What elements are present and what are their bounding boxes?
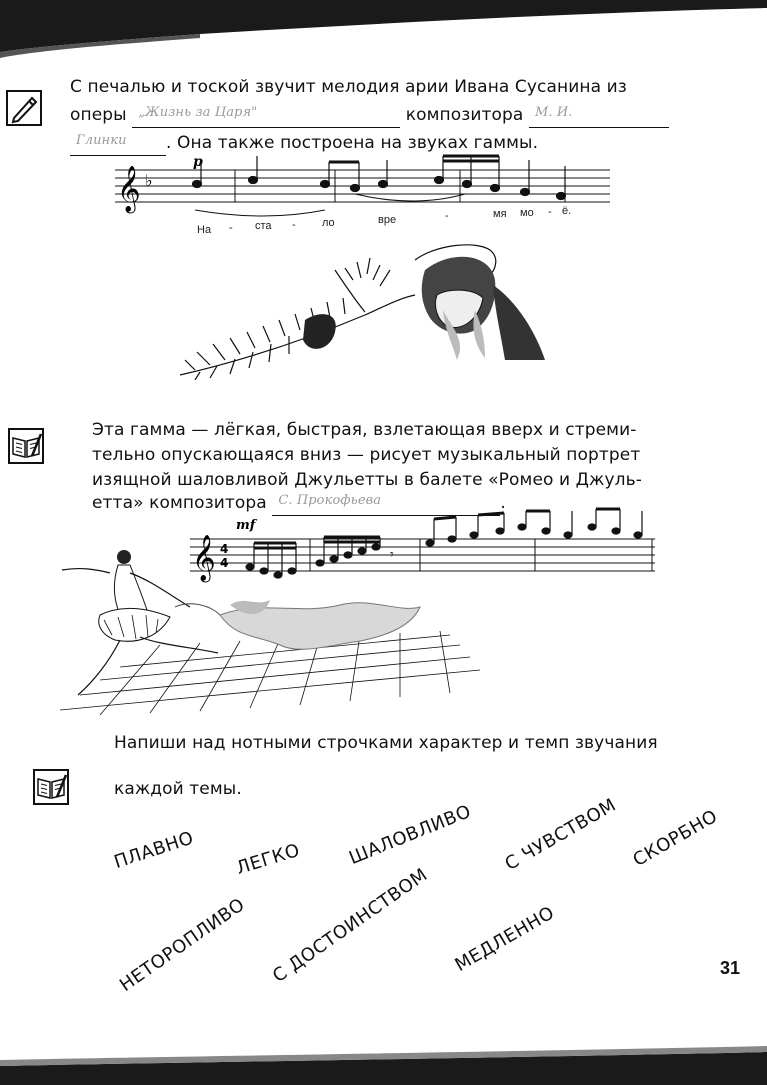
composer-handwriting-3: С. Прокофьева xyxy=(278,493,382,508)
lyric-syllable: мя xyxy=(493,208,507,220)
svg-text:♭: ♭ xyxy=(145,171,153,190)
composer-handwriting-1: М. И. xyxy=(534,105,573,120)
page-number: 31 xyxy=(720,958,741,978)
lyric-syllable: ё. xyxy=(562,205,572,217)
composer-handwriting-2: Глинки xyxy=(76,133,127,148)
lyric-syllable: - xyxy=(548,206,552,218)
word-shalovlivo[interactable]: ШАЛОВЛИВО xyxy=(346,800,475,869)
task1-scale-text: . Она также построена на звуках гаммы. xyxy=(166,133,539,153)
lyric-syllable: - xyxy=(229,222,233,234)
word-legko[interactable]: ЛЕГКО xyxy=(233,839,303,879)
lyric-syllable: На xyxy=(197,224,212,236)
task3-text-line2: каждой темы. xyxy=(114,779,242,799)
lyric-syllable: - xyxy=(292,219,296,231)
lyric-syllable: мо xyxy=(520,207,534,219)
task1-opera-label: оперы xyxy=(70,105,127,125)
word-skorbno[interactable]: СКОРБНО xyxy=(629,805,722,871)
dynamic-marking-p: p xyxy=(193,154,203,170)
pencil-icon xyxy=(6,90,42,126)
word-s-dostoinstvom[interactable]: С ДОСТОИНСТВОМ xyxy=(268,864,432,987)
composer-answer-blank-1[interactable] xyxy=(529,105,669,128)
book-icon xyxy=(33,769,69,805)
task2-text-line1: Эта гамма — лёгкая, быстрая, взлетающая вверх и стреми- xyxy=(92,420,637,440)
lyric-syllable: - xyxy=(445,210,449,222)
task2-text-line3: изящной шаловливой Джульетты в балете «Ромео и Джуль- xyxy=(92,470,642,490)
treble-clef-icon: 𝄞 xyxy=(117,166,141,212)
lyric-syllable: вре xyxy=(378,214,397,226)
juliet-dancer-illustration xyxy=(40,545,490,720)
opera-answer-blank[interactable] xyxy=(132,105,400,128)
lyric-syllable: ста xyxy=(255,220,272,232)
task1-text-line1: С печалью и тоской звучит мелодия арии Ивана Сусанина из xyxy=(70,77,627,97)
susanin-illustration xyxy=(175,240,555,380)
task2-composer-label: етта» композитора xyxy=(92,493,267,513)
dynamic-marking-mf: mf xyxy=(236,518,256,533)
word-medlenno[interactable]: МЕДЛЕННО xyxy=(451,902,559,976)
task1-text-line2 xyxy=(70,102,760,128)
task2-period: . xyxy=(500,493,506,513)
word-plavno[interactable]: ПЛАВНО xyxy=(111,827,197,873)
lyric-syllable: ло xyxy=(322,217,335,229)
opera-handwriting: „Жизнь за Царя" xyxy=(138,105,258,120)
svg-text:4: 4 xyxy=(220,542,229,556)
scan-edge-top xyxy=(0,0,767,58)
task2-text-line2: тельно опускающаяся вниз — рисует музыкальный портрет xyxy=(92,445,641,465)
svg-text:4: 4 xyxy=(220,556,229,570)
task1-composer-label: композитора xyxy=(405,105,524,125)
scan-edge-bottom xyxy=(0,1040,767,1085)
word-s-chuvstvom[interactable]: С ЧУВСТВОМ xyxy=(501,794,620,875)
word-netoroplivo[interactable]: НЕТОРОПЛИВО xyxy=(115,894,249,996)
music-staff-1 xyxy=(115,150,615,245)
task3-text-line1: Напиши над нотными строчками характер и темп звучания xyxy=(114,733,658,753)
svg-text:𝄾: 𝄾 xyxy=(390,547,394,563)
book-icon xyxy=(8,428,44,464)
treble-clef-icon: 𝄞 xyxy=(192,535,216,581)
